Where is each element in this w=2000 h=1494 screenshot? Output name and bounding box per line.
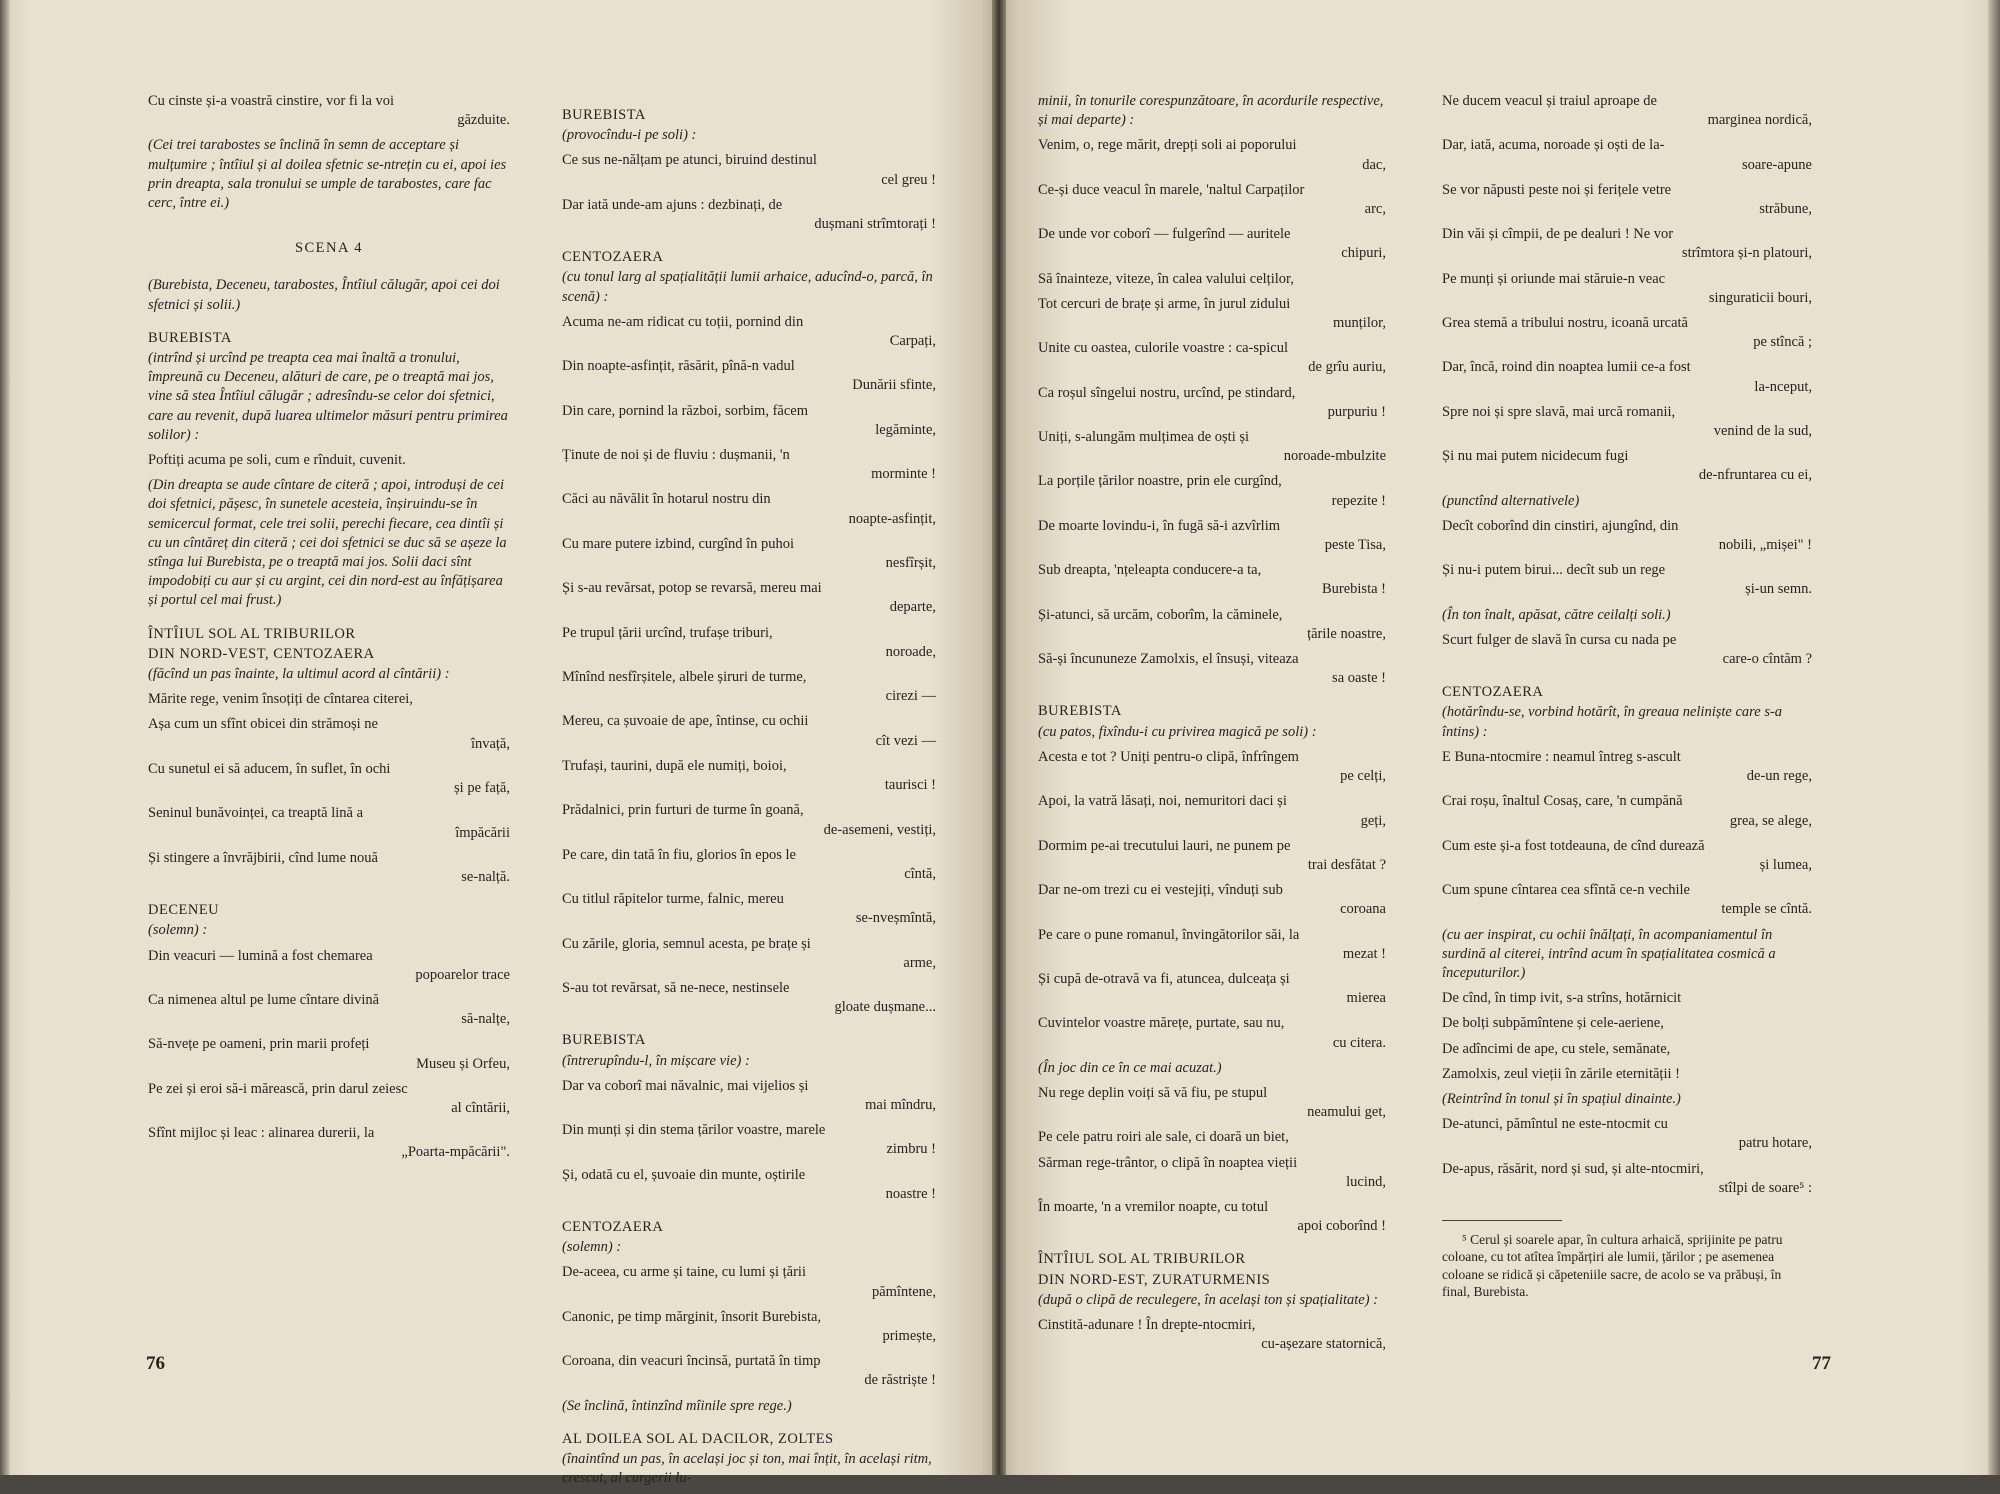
verse-line [1442,270,1812,308]
verse-text: Pe cele patru roiri ale sale, ci doară un biet, [1038,1129,1289,1146]
verse-continuation: primește, [882,1327,936,1344]
speaker-name: BUREBISTA [562,1032,646,1049]
page-number-right: 77 [1812,1353,1831,1374]
verse-continuation: mezat ! [1342,945,1386,962]
verse-continuation: peste Tisa, [1324,537,1386,554]
verse-line [1038,1128,1386,1147]
verse-text: Uniți, s-alungăm mulțimea de oști și [1038,429,1250,446]
verse-text: Ne ducem veacul și traiul aproape de [1442,93,1657,109]
verse-line [562,624,936,662]
verse-text: Pe munți și oriunde mai stăruie-n veac [1442,270,1666,287]
scene-heading: SCENA 4 [294,240,364,257]
verse-text: Și-atunci, să urcăm, coborîm, la căminele, [1038,606,1283,623]
verse-text: Zamolxis, zeul vieții în zările eternității ! [1442,1065,1680,1082]
stage-direction: (intrînd și urcînd pe treapta cea mai înaltă a tronului, împreună cu Deceneu, alături de care, pe o treaptă mai jos, vine să stea Întîiul călugăr ; adresîndu-se celor doi sfetnici, care au revenit, după luarea ultimelor măsuri pentru primirea solilor) : [148,350,508,443]
verse-continuation: se-nalță. [461,868,510,885]
verse-text: Cum spune cîntarea cea sfîntă ce-n vechile [1442,882,1690,899]
verse-text: Sub dreapta, 'nțeleapta conducere-a ta, [1038,562,1262,579]
verse-line [562,446,936,484]
verse-continuation: noroade-mbulzite [1283,448,1386,465]
verse-continuation: strîmtora și-n platouri, [1681,245,1812,262]
verse-continuation: morminte ! [871,466,936,483]
verse-continuation: cîntă, [904,865,936,882]
speaker-name: ÎNTÎIUL SOL AL TRIBURILOR [1038,1251,1246,1268]
verse-line [562,1121,936,1159]
verse-continuation: sa oaste ! [1332,670,1386,687]
verse-text: Dar va coborî mai năvalnic, mai vijelios și [562,1077,809,1094]
verse-line [1038,748,1386,786]
verse-text: Decît coborînd din cinstiri, ajungînd, din [1442,517,1679,534]
verse-text: Cum este și-a fost totdeauna, de cînd durează [1442,837,1705,854]
verse-text: De-apus, răsărit, nord și sud, și alte-ntocmiri, [1442,1160,1704,1177]
verse-text: Cinstită-adunare ! În drepte-ntocmiri, [1038,1316,1256,1333]
verse-line [562,979,936,1017]
verse-text: De adîncimi de ape, cu stele, semănate, [1442,1040,1671,1057]
verse-continuation: dușmani strîmtorați ! [814,216,936,233]
verse-text: Trufași, taurini, după ele numiți, boioi, [562,757,787,774]
verse-text: S-au tot revărsat, să ne-nece, nestinsele [562,979,790,996]
verse-continuation: noastre ! [885,1185,936,1202]
verse-continuation: arc, [1364,201,1386,218]
verse-text: Ținute de noi și de fluviu : dușmanii, 'n [562,447,790,464]
verse-line [562,196,936,234]
verse-line [1442,631,1812,669]
verse-continuation: marginea nordică, [1707,112,1812,129]
speaker-name: BUREBISTA [148,329,232,346]
stage-direction: (cu aer inspirat, cu ochii înălțați, în acompaniamentul în surdină al citerei, intrînd acum în spațialitatea cosmică a începuturilor.) [1442,926,1776,981]
verse-line [1038,517,1386,555]
page-number-left: 76 [146,1353,165,1374]
verse-continuation: grea, se alege, [1729,812,1812,829]
verse-text: Spre noi și spre slavă, mai urcă romanii, [1442,403,1676,420]
verse-line [148,1124,510,1162]
stage-direction: (solemn) : [562,1239,622,1256]
verse-line [1038,428,1386,466]
verse-text: Să-și încununeze Zamolxis, el însuși, viteaza [1038,651,1299,668]
verse-text: Acuma ne-am ridicat cu toții, pornind din [562,313,804,330]
verse-text: Sărman rege-trântor, o clipă în noaptea vieții [1038,1154,1298,1171]
verse-continuation: învață, [470,735,510,752]
verse-continuation: Carpați, [889,333,936,350]
right-page-column-2 [1442,92,1812,1301]
verse-continuation: munților, [1333,315,1386,332]
stage-direction: (după o clipă de reculegere, în același ton și spațialitate) : [1038,1291,1379,1308]
verse-text: Dar ne-om trezi cu ei vestejiți, vînduți sub [1038,882,1283,899]
verse-line [562,151,936,189]
verse-line [1038,1014,1386,1052]
verse-line [148,804,510,842]
verse-line [1038,650,1386,688]
verse-continuation: Dunării sfinte, [852,377,936,394]
left-page-column-1 [148,92,510,1169]
verse-text: De-atunci, pămîntul ne este-ntocmit cu [1442,1116,1668,1133]
verse-text: Dormim pe-ai trecutului lauri, ne punem pe [1038,837,1291,854]
verse-line [148,1080,510,1118]
verse-text: Coroana, din veacuri încinsă, purtată în timp [562,1353,821,1370]
speaker-name-cont: DIN NORD-VEST, CENTOZAERA [148,645,375,662]
verse-text: De moarte lovindu-i, în fugă să-i azvîrlim [1038,517,1280,534]
verse-text: Așa cum un sfînt obicei din strămoși ne [148,716,378,733]
verse-line [562,313,936,351]
speaker-name: CENTOZAERA [562,1218,664,1235]
speaker-name: BUREBISTA [562,107,646,123]
verse-continuation: dac, [1362,156,1386,173]
verse-text: Cu cinste și-a voastră cinstire, vor fi la voi [148,93,395,109]
verse-continuation: țările noastre, [1307,625,1386,642]
verse-line [1442,1065,1812,1084]
verse-line [562,1166,936,1204]
verse-line [1442,1014,1812,1033]
stage-direction: (întrerupîndu-l, în mișcare vie) : [562,1052,750,1069]
verse-text: Pe trupul țării urcînd, trufașe triburi, [562,624,773,641]
verse-continuation: să-nalțe, [461,1011,510,1028]
verse-continuation: arme, [903,954,936,971]
verse-continuation: patru hotare, [1738,1135,1812,1152]
verse-text: Să-nvețe pe oameni, prin marii profeți [148,1036,370,1053]
stage-direction: (făcînd un pas înainte, la ultimul acord al cîntării) : [148,666,450,683]
verse-text: Dar iată unde-am ajuns : dezbinați, de [562,196,783,213]
verse-text: Din care, pornind la război, sorbim, făcem [562,402,809,419]
stage-direction: (punctînd alternativele) [1442,492,1580,509]
verse-text: Și stingere a învrăjbirii, cînd lume nouă [148,849,378,866]
verse-line [148,1035,510,1073]
stage-direction: (Cei trei tarabostes se înclină în semn de acceptare și mulțumire ; întîiul și al doilea sfetnic se-ntrețin cu ei, apoi ies prin dreapta, sala tronului se umple de tarabostes, care fac cerc, între ei.) [148,137,507,212]
verse-line [1038,270,1386,289]
verse-line [1442,1160,1812,1198]
verse-line [1038,837,1386,875]
verse-text: Și nu mai putem nicidecum fugi [1442,448,1629,465]
verse-continuation: de grîu auriu, [1308,359,1386,376]
verse-line [1442,92,1812,130]
verse-continuation: singuraticii bouri, [1708,289,1812,306]
verse-line [1442,561,1812,599]
verse-text: Să înainteze, viteze, în calea valului celților, [1038,270,1294,287]
verse-text: Nu rege deplin voiți să vă fiu, pe stupul [1038,1084,1268,1101]
verse-continuation: străbune, [1759,201,1812,218]
verse-text: E Buna-ntocmire : neamul întreg s-ascult [1442,748,1681,765]
verse-continuation: pe stîncă ; [1753,334,1812,351]
verse-text: De cînd, în timp ivit, s-a strîns, hotărnicit [1442,990,1682,1007]
verse-text: Pe care, din tată în fiu, glorios în epos le [562,846,796,863]
verse-continuation: stîlpi de soare⁵ : [1718,1179,1812,1196]
verse-line [562,935,936,973]
verse-text: Seninul bunăvoinței, ca treaptă lină a [148,805,364,822]
verse-text: De unde vor coborî — fulgerînd — auritele [1038,226,1291,243]
verse-text: Cu zările, gloria, semnul acesta, pe brațe și [562,935,811,952]
verse-text: Apoi, la vatră lăsați, noi, nemuritori daci și [1038,793,1287,810]
verse-continuation: Museu și Orfeu, [416,1055,510,1072]
verse-text: Scurt fulger de slavă în cursa cu nada pe [1442,631,1677,648]
verse-continuation: legăminte, [875,421,936,438]
verse-line [1038,339,1386,377]
verse-continuation: cu citera. [1332,1034,1386,1051]
verse-text: Sfînt mijloc și leac : alinarea durerii, la [148,1125,375,1142]
verse-line [1038,1154,1386,1192]
verse-text: Și s-au revărsat, potop se revarsă, mereu mai [562,580,822,597]
verse-continuation: soare-apune [1741,156,1812,173]
verse-text: Mărite rege, venim însoțiți de cîntarea citerei, [148,691,413,708]
verse-text: Dar, încă, roind din noaptea lumii ce-a fost [1442,359,1691,376]
stage-direction: (înaintînd un pas, în același joc și ton, mai înțit, în același ritm, crescut, al curgerii lu- [562,1450,932,1487]
verse-line [148,92,510,130]
speaker-name: ÎNTÎIUL SOL AL TRIBURILOR [148,625,356,642]
verse-text: Grea stemă a tribului nostru, icoană urcată [1442,315,1688,332]
verse-continuation: găzduite. [457,112,510,129]
verse-continuation: trai desfătat ? [1307,856,1386,873]
verse-continuation: temple se cîntă. [1721,901,1812,918]
book-gutter [992,0,1006,1475]
verse-line [562,402,936,440]
verse-line [562,668,936,706]
verse-continuation: nobili, „mișei" ! [1718,537,1812,554]
verse-continuation: noapte-asfințit, [848,510,936,527]
verse-continuation: Burebista ! [1321,581,1386,598]
verse-text: Din văi și cîmpii, de pe dealuri ! Ne vor [1442,226,1674,243]
verse-line [562,890,936,928]
left-page-column-2 [562,92,936,1494]
verse-line [1442,314,1812,352]
verse-line [1038,384,1386,422]
verse-line [148,690,510,709]
verse-text: Și, odată cu el, șuvoaie din munte, oștirile [562,1166,806,1183]
verse-line [148,715,510,753]
verse-text: Ce sus ne-nălțam pe atunci, biruind destinul [562,152,817,169]
verse-continuation: chipuri, [1341,245,1386,262]
verse-line [148,991,510,1029]
verse-line [562,1263,936,1301]
verse-continuation: taurisci ! [884,777,936,794]
verse-line [1442,989,1812,1008]
verse-continuation: de-asemeni, vestiți, [823,821,936,838]
verse-text: Cu mare putere izbind, curgînd în puhoi [562,535,795,552]
verse-text: Venim, o, rege mărit, drepți soli ai poporului [1038,137,1297,154]
speaker-name: CENTOZAERA [562,249,664,266]
verse-line [148,451,510,470]
verse-continuation: mai mîndru, [865,1096,936,1113]
right-page-edge [1988,0,2000,1475]
verse-text: Unite cu oastea, culorile voastre : ca-spicul [1038,340,1289,357]
verse-continuation: purpuriu ! [1327,403,1386,420]
verse-text: Din noapte-asfințit, răsărit, pînă-n vadul [562,358,795,375]
verse-continuation: gloate dușmane... [834,999,936,1016]
verse-line [1038,1316,1386,1354]
verse-text: În moarte, 'n a vremilor noapte, cu totul [1038,1198,1269,1215]
verse-line [562,490,936,528]
verse-line [148,849,510,887]
stage-direction: (Din dreapta se aude cîntare de citeră ; apoi, introduși de cei doi sfetnici, pășesc, în sunetele acesteia, înșiruindu-se în semicercul format, cele trei solii, perechi fiecare, cea dintîi și cu un cîntăreț din citeră ; cei doi sfetnici se duc să se așeze la stînga lui Burebista, pe o treaptă mai jos. Solii daci sînt impodobiți cu aur și cu argint, cei din nord-est au înfățișarea și portul cel mai frust.) [148,477,507,609]
verse-continuation: nesfîrșit, [885,555,936,572]
verse-text: Căci au năvălit în hotarul nostru din [562,491,771,508]
verse-text: Ca nimenea altul pe lume cîntare divină [148,991,380,1008]
verse-text: Mereu, ca șuvoaie de ape, întinse, cu ochii [562,713,809,730]
verse-line [562,757,936,795]
verse-line [1038,225,1386,263]
verse-text: Pe zei și eroi să-i mărească, prin darul zeiesc [148,1080,408,1097]
verse-text: Și nu-i putem birui... decît sub un rege [1442,562,1666,579]
verse-continuation: de-un rege, [1746,768,1812,785]
verse-line [1442,881,1812,919]
verse-line [1442,517,1812,555]
speaker-name: DECENEU [148,902,220,919]
verse-text: De bolți subpămîntene și cele-aeriene, [1442,1015,1664,1032]
verse-line [1038,606,1386,644]
verse-line [148,947,510,985]
verse-line [1442,837,1812,875]
verse-text: Pe care o pune romanul, învingătorilor săi, la [1038,926,1300,943]
verse-line [1442,181,1812,219]
verse-continuation: cirezi — [885,688,936,705]
stage-direction: (Se înclină, întinzînd mîinile spre rege.) [562,1397,792,1414]
verse-continuation: cel greu ! [881,171,936,188]
verse-continuation: cît vezi — [875,732,936,749]
verse-line [1038,926,1386,964]
verse-continuation: apoi coborînd ! [1297,1218,1386,1235]
verse-continuation: lucind, [1346,1173,1386,1190]
verse-text: Din munți și din stema țărilor voastre, marele [562,1122,826,1139]
verse-continuation: neamului get, [1307,1104,1386,1121]
verse-continuation: mierea [1346,990,1386,1007]
verse-continuation: și pe față, [454,780,510,797]
verse-continuation: se-nveșmîntă, [855,910,936,927]
verse-line [562,846,936,884]
verse-text: Se vor năpusti peste noi și ferițele vetre [1442,181,1672,198]
stage-direction: (În joc din ce în ce mai acuzat.) [1038,1059,1222,1076]
verse-line [1038,881,1386,919]
verse-continuation: departe, [889,599,936,616]
verse-text: Prădalnici, prin furturi de turme în goană, [562,802,804,819]
verse-line [1442,1040,1812,1059]
verse-continuation: „Poarta-mpăcării". [401,1144,510,1161]
verse-continuation: pămîntene, [871,1283,936,1300]
verse-text: De-aceea, cu arme și taine, cu lumi și țării [562,1264,806,1281]
left-page-edge [0,0,10,1475]
verse-line [562,357,936,395]
verse-text: Și cupă de-otravă va fi, atuncea, dulceața și [1038,970,1290,987]
stage-direction: (cu patos, fixîndu-i cu privirea magică pe soli) : [1038,723,1317,740]
verse-continuation: cu-așezare statornică, [1261,1336,1386,1353]
verse-text: Cu sunetul ei să aducem, în suflet, în ochi [148,760,391,777]
stage-direction: (hotărîndu-se, vorbind hotărît, în greaua neliniște care s-a întins) : [1442,704,1783,740]
verse-continuation: și lumea, [1759,856,1812,873]
verse-continuation: geți, [1360,812,1386,829]
verse-line [562,1352,936,1390]
verse-line [148,760,510,798]
verse-text: Dar, iată, acuma, noroade și oști de la- [1442,137,1665,154]
right-page [1000,0,2000,1475]
verse-line [1442,358,1812,396]
verse-line [1038,472,1386,510]
verse-line [1038,136,1386,174]
stage-direction: (cu tonul larg al spațialității lumii arhaice, aducînd-o, parcă, în scenă) : [562,269,933,305]
verse-text: Canonic, pe timp mărginit, însorit Burebista, [562,1308,822,1325]
stage-direction: (solemn) : [148,922,208,939]
verse-continuation: popoarelor trace [415,966,510,983]
verse-continuation: al cîntării, [451,1099,510,1116]
verse-continuation: împăcării [455,824,510,841]
stage-direction: (În ton înalt, apăsat, către ceilalți soli.) [1442,606,1671,623]
verse-line [1442,1115,1812,1153]
verse-line [1038,792,1386,830]
verse-continuation: pe celți, [1340,768,1386,785]
verse-continuation: și-un semn. [1745,581,1812,598]
footnote-separator [1442,1220,1562,1221]
verse-line [1442,792,1812,830]
verse-line [562,535,936,573]
verse-continuation: de-nfruntarea cu ei, [1698,467,1812,484]
speaker-name: CENTOZAERA [1442,684,1544,701]
verse-line [1038,295,1386,333]
verse-line [562,1308,936,1346]
verse-text: Ca roșul sîngelui nostru, urcînd, pe stindard, [1038,384,1296,401]
verse-line [1038,181,1386,219]
verse-continuation: venind de la sud, [1713,423,1812,440]
speaker-name-cont: DIN NORD-EST, ZURATURMENIS [1038,1271,1271,1288]
verse-line [562,579,936,617]
verse-line [1442,403,1812,441]
footnote: ⁵ Cerul și soarele apar, în cultura arhaică, sprijinite pe patru coloane, cu tot atîtea împărțiri ale lumii, țărilor ; pe asemenea coloane se ridică și căpeteniile sacre, de acolo se va prăbuși, în final, Burebista. [1442,1231,1783,1300]
verse-line [1442,136,1812,174]
verse-continuation: zimbru ! [886,1141,936,1158]
verse-continuation: coroana [1340,901,1386,918]
verse-text: Acesta e tot ? Uniți pentru-o clipă, înfrîngem [1038,748,1299,765]
verse-line [1442,225,1812,263]
verse-continuation: la-nceput, [1754,378,1812,395]
verse-text: Cu titlul răpitelor turme, falnic, mereu [562,891,784,908]
verse-line [1038,1084,1386,1122]
stage-direction: minii, în tonurile corespunzătoare, în acordurile respective, și mai departe) : [1038,93,1384,129]
verse-continuation: de răstriște ! [864,1372,936,1389]
verse-text: Crai roșu, înaltul Cosaș, care, 'n cumpănă [1442,793,1683,810]
verse-line [1038,970,1386,1008]
left-page [0,0,996,1487]
verse-line [562,712,936,750]
speaker-name: AL DOILEA SOL AL DACILOR, ZOLTES [562,1430,834,1447]
verse-continuation: noroade, [885,643,936,660]
verse-line [562,801,936,839]
verse-line [1038,561,1386,599]
verse-text: La porțile țărilor noastre, prin ele curgînd, [1038,473,1282,490]
verse-continuation: care-o cîntăm ? [1722,651,1812,668]
speaker-name: BUREBISTA [1038,703,1122,720]
verse-line [1442,748,1812,786]
stage-direction: (Burebista, Deceneu, tarabostes, Întîiul călugăr, apoi cei doi sfetnici și solii.) [148,277,500,313]
verse-text: Mînînd nesfîrșitele, albele șiruri de turme, [562,669,807,686]
verse-text: Poftiți acuma pe soli, cum e rînduit, cuvenit. [148,452,406,469]
verse-line [562,1077,936,1115]
stage-direction: (provocîndu-i pe soli) : [562,127,697,144]
stage-direction: (Reintrînd în tonul și în spațiul dinainte.) [1442,1090,1681,1107]
verse-text: Tot cercuri de brațe și arme, în jurul zidului [1038,295,1291,312]
verse-line [1038,1198,1386,1236]
right-page-column-1 [1038,92,1386,1360]
verse-text: Cuvintelor voastre mărețe, purtate, sau nu, [1038,1015,1285,1032]
verse-line [1442,447,1812,485]
verse-continuation: repezite ! [1331,492,1386,509]
verse-text: Din veacuri — lumină a fost chemarea [148,947,373,964]
verse-text: Ce-și duce veacul în marele, 'naltul Carpaților [1038,181,1305,198]
